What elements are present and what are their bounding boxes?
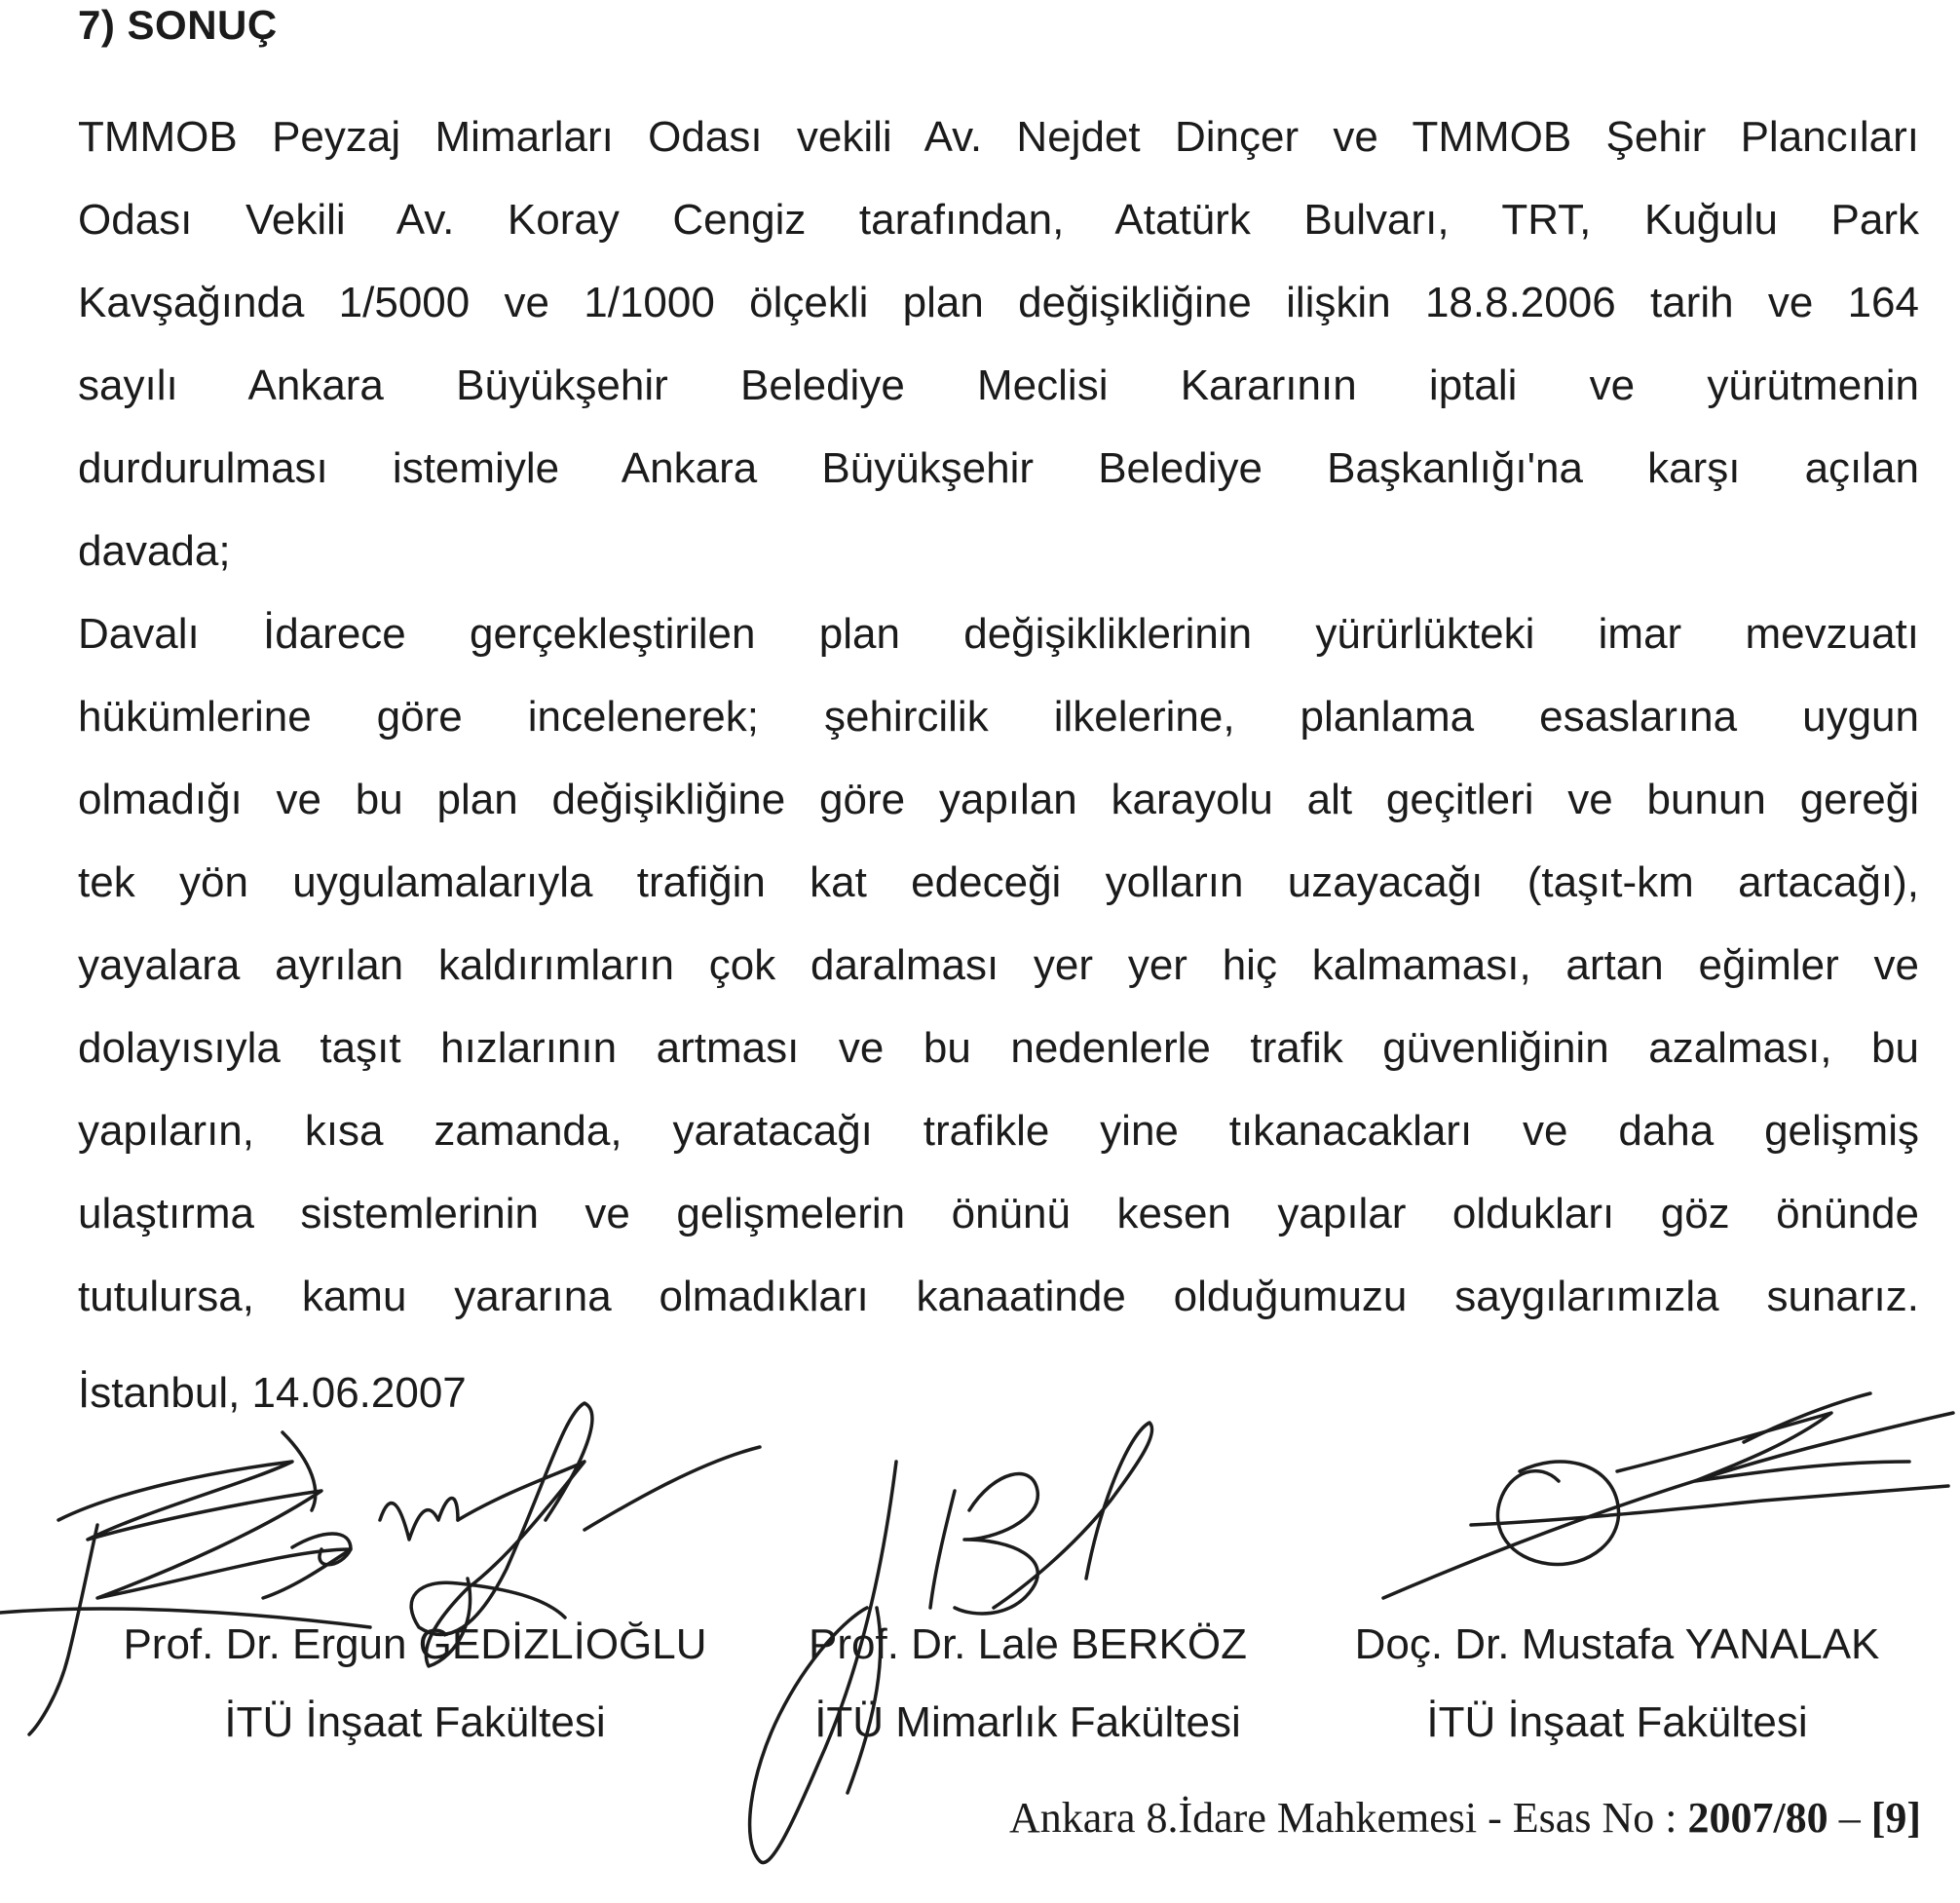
section-heading: 7) SONUÇ: [78, 2, 278, 48]
paragraph-line: sayılı Ankara Büyükşehir Belediye Meclisi Kararının iptali ve yürütmenin: [78, 362, 1919, 409]
page-reference: [9]: [1870, 1794, 1921, 1842]
paragraph-line: olmadığı ve bu plan değişikliğine göre yapılan karayolu alt geçitleri ve bunun gereği: [78, 776, 1919, 823]
paragraph-line: durdurulması istemiyle Ankara Büyükşehir Belediye Başkanlığı'na karşı açılan: [78, 444, 1919, 492]
signer-name: Prof. Dr. Ergun GEDİZLİOĞLU: [123, 1620, 707, 1668]
paragraph-line: Odası Vekili Av. Koray Cengiz tarafından, Atatürk Bulvarı, TRT, Kuğulu Park: [78, 196, 1919, 244]
paragraph-line: Kavşağında 1/5000 ve 1/1000 ölçekli plan değişikliğine ilişkin 18.8.2006 tarih ve 164: [78, 279, 1919, 326]
signer-faculty: İTÜ Mimarlık Fakültesi: [814, 1698, 1241, 1746]
paragraph-line: hükümlerine göre incelenerek; şehircilik ilkelerine, planlama esaslarına uygun: [78, 693, 1919, 741]
paragraph-line: Davalı İdarece gerçekleştirilen plan değişikliklerinin yürürlükteki imar mevzuatı: [78, 610, 1919, 658]
signer-name: Doç. Dr. Mustafa YANALAK: [1354, 1620, 1880, 1668]
case-number: 2007/80: [1687, 1794, 1828, 1842]
paragraph-line: davada;: [78, 527, 231, 575]
conclusion-paragraph: [78, 95, 1919, 1338]
paragraph-line: tutulursa, kamu yararına olmadıkları kanaatinde olduğumuzu saygılarımızla sunarız.: [78, 1273, 1919, 1320]
paragraph-line: yayalara ayrılan kaldırımların çok daralması yer yer hiç kalmaması, artan eğimler ve: [78, 941, 1919, 989]
court-reference-footer: [1009, 1789, 1921, 1847]
footer-dash: –: [1838, 1794, 1861, 1842]
signature-yanalak: [1325, 1354, 1958, 1647]
paragraph-line: yapıların, kısa zamanda, yaratacağı trafikle yine tıkanacakları ve daha gelişmiş: [78, 1107, 1919, 1155]
paragraph-line: dolayısıyla taşıt hızlarının artması ve bu nedenlerle trafik güvenliğinin azalması, bu: [78, 1024, 1919, 1072]
court-name: Ankara 8.İdare Mahkemesi - Esas No :: [1009, 1794, 1677, 1842]
paragraph-line: ulaştırma sistemlerinin ve gelişmelerin önünü kesen yapılar oldukları göz önünde: [78, 1190, 1919, 1237]
place-date: İstanbul, 14.06.2007: [78, 1369, 467, 1417]
signer-faculty: İTÜ İnşaat Fakültesi: [1426, 1698, 1808, 1746]
signer-name: Prof. Dr. Lale BERKÖZ: [809, 1620, 1247, 1668]
paragraph-line: tek yön uygulamalarıyla trafiğin kat edeceği yolların uzayacağı (taşıt-km artacağı),: [78, 858, 1919, 906]
paragraph-line: TMMOB Peyzaj Mimarları Odası vekili Av. Nejdet Dinçer ve TMMOB Şehir Plancıları: [78, 113, 1919, 161]
signature-gedizlioglu: [0, 1403, 779, 1725]
signer-faculty: İTÜ İnşaat Fakültesi: [224, 1698, 606, 1746]
